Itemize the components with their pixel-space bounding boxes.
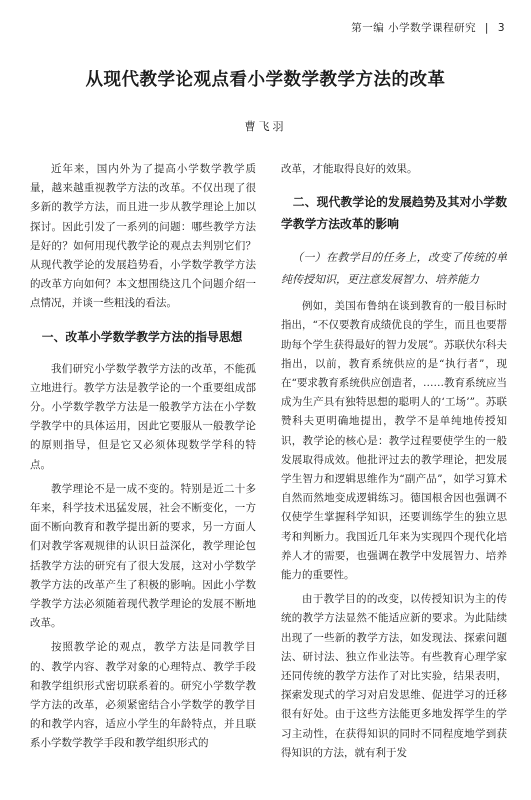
intro-paragraph: 近年来，国内外为了提高小学数学教学质量，越来越重视教学方法的改革。不仅出现了很多新的教学方法，而且进一步从教学理论上加以探讨。因此引发了一系列的问题：哪些教学方法是好的？如何用现代教学论的观点去判别它们？从现代教学论的发展趋势看，小学数学教学方法的改革方向如何？本文想围绕这几个问题介绍一点情况，并谈一些粗浅的看法。 <box>30 163 256 310</box>
left-column <box>30 160 256 759</box>
header-separator: | <box>484 22 489 34</box>
section-2-paragraph-2: 由于教学目的的改变，以传授知识为主的传统的教学方法显然不能适应新的要求。为此陆续出现了一些新的教学方法，如发现法、探索问题法、研讨法、独立作业法等。有些教育心理学家还同传统的教学方法作了对比实验，结果表明，探索发现式的学习对启发思维、促进学习的迁移很有好处。由于这些方法能更多地发挥学生的学习主动性，在获得知识的同时不同程度地学到获得知识的方法，就有利于发 <box>281 593 507 759</box>
section-1-paragraph-2: 教学理论不是一成不变的。特别是近二十多年来，科学技术迅猛发展，社会不断变化，一方面不断向教育和教学提出新的要求，另一方面人们对教学客观规律的认识日益深化，教学理论包括教学方法的研究有了很大发展，这对小学数学教学方法的改革产生了积极的影响。因此小学数学教学方法必须随着现代教学理论的发展不断地改革。 <box>30 482 256 630</box>
running-header-text <box>351 20 505 35</box>
header-section: 第一编 <box>351 22 385 34</box>
header-page-number: 3 <box>497 22 505 34</box>
section-2-paragraph-1: 例如，美国布鲁纳在谈到教育的一般目标时指出，“不仅要教育成绩优良的学生，而且也要帮助每个学生获得最好的智力发展”。苏联伏尔科夫指出，以前，教育系统供应的是“执行者”，现在“要求教育系统供应创造者，……教育系统应当成为生产具有独特思想的聪明人的‘工场’”。苏联赞科夫更明确地提出，教学不是单纯地传授知识，教学论的核心是：教学过程要使学生的一般发展取得成效。他批评过去的教学理论，把发展学生智力和逻辑思维作为“副产品”，如学习算术自然而然地变成逻辑练习。德国根舍因也强调不仅使学生掌握科学知识，还要训练学生的独立思考和判断力。我国近几年来为实现四个现代化培养人才的需要，也强调在教学中发展智力、培养能力的重要性。 <box>281 300 507 582</box>
section-2-heading: 二、现代教学论的发展趋势及其对小学数学教学方法改革的影响 <box>281 195 507 232</box>
section-2-subheading: （一）在教学目的任务上，改变了传统的单纯传授知识，更注意发展智力、培养能力 <box>281 251 507 287</box>
running-header <box>0 0 531 46</box>
right-column <box>281 160 507 768</box>
section-1-paragraph-3: 按照教学论的观点，教学方法是同教学目的、教学内容、教学对象的心理特点、教学手段和教学组织形式密切联系着的。研究小学数学教学方法的改革，必须紧密结合小学数学的教学目的和教学内容，适应小学生的年龄特点，并且联系小学数学教学手段和教学组织形式的 <box>30 641 256 750</box>
header-column: 小学数学课程研究 <box>388 22 477 34</box>
section-1-continuation: 改革，才能取得良好的效果。 <box>281 163 418 175</box>
section-1-heading: 一、改革小学数学教学方法的指导思想 <box>41 329 243 344</box>
article-title: 从现代教学论观点看小学数学教学方法的改革 <box>85 70 446 90</box>
section-1-paragraph-1: 我们研究小学数学教学方法的改革，不能孤立地进行。教学方法是教学论的一个重要组成部分。小学数学教学方法是一般教学方法在小学数学教学中的具体运用，因此它要服从一般教学论的原则指导，但是它又必须体现数学学科的特点。 <box>30 362 256 471</box>
article-author: 曹飞羽 <box>244 120 287 133</box>
